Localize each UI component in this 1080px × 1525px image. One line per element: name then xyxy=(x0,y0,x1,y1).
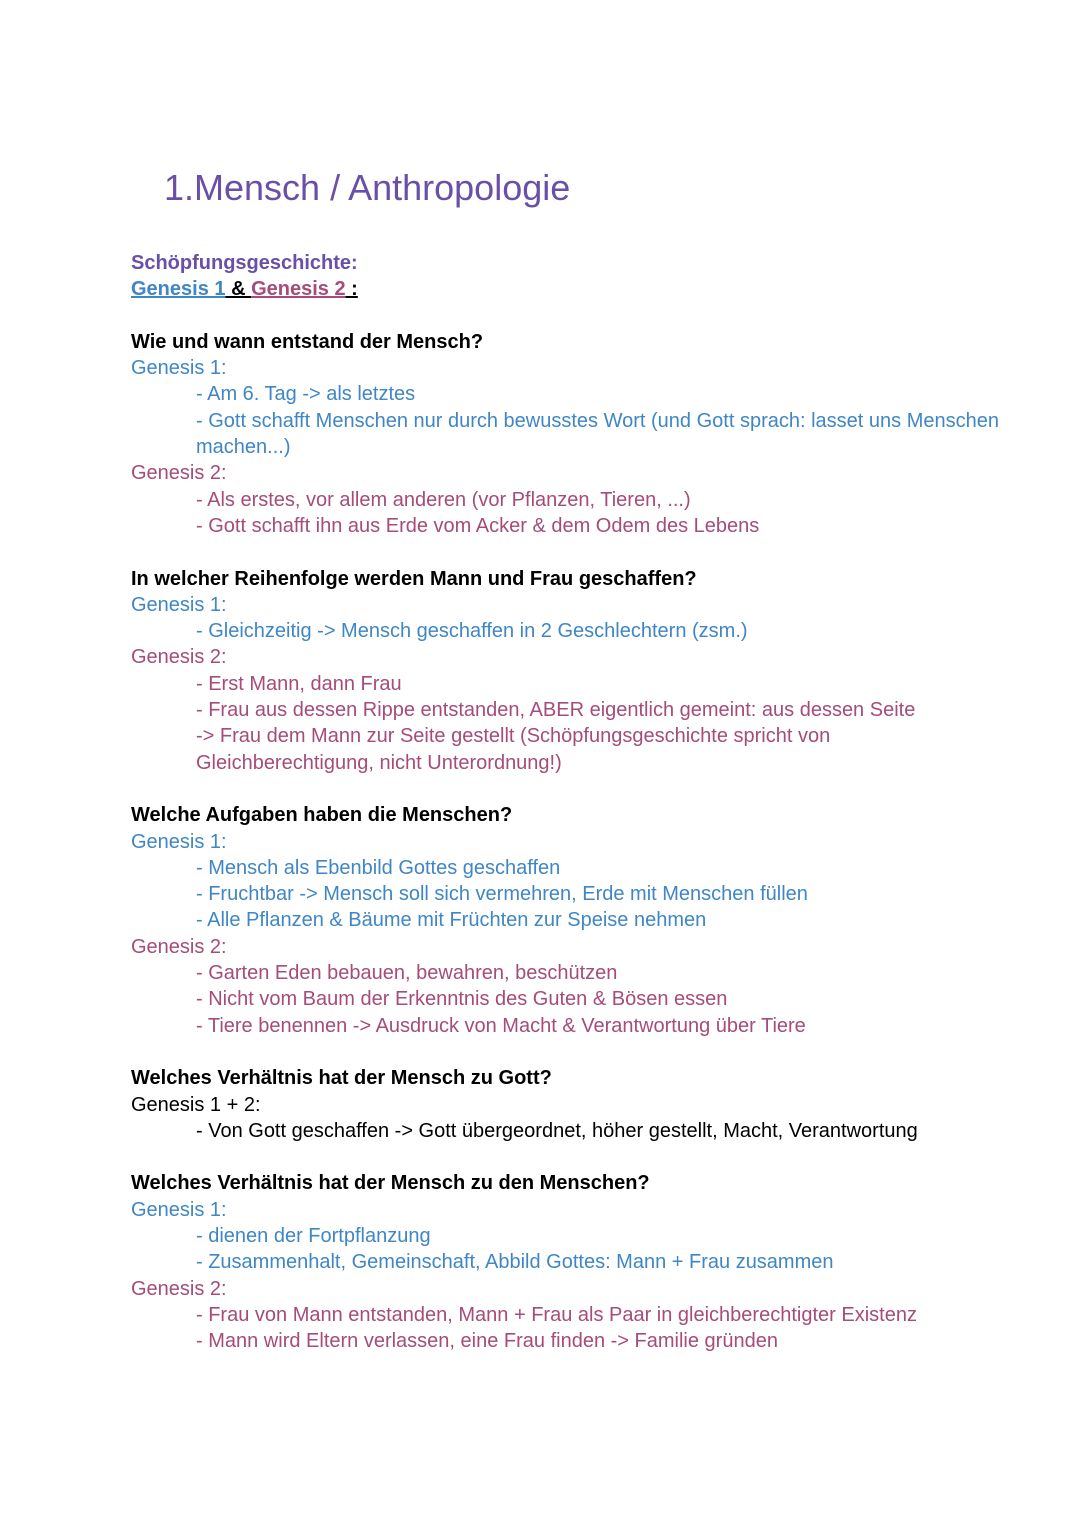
list-item: Gleichberechtigung, nicht Unterordnung!) xyxy=(196,751,562,774)
list-item: - Garten Eden bebauen, bewahren, beschützen xyxy=(196,962,618,985)
genesis-1-label: Genesis 1: xyxy=(131,830,227,853)
section-question: Welches Verhältnis hat der Mensch zu den Menschen? xyxy=(131,1172,650,1195)
genesis-1-2-label: Genesis 1 + 2: xyxy=(131,1093,261,1116)
genesis-1-label: Genesis 1: xyxy=(131,357,227,380)
list-item: - Am 6. Tag -> als letztes xyxy=(196,383,416,406)
section-question: In welcher Reihenfolge werden Mann und Frau geschaffen? xyxy=(131,567,697,590)
section-question: Wie und wann entstand der Mensch? xyxy=(131,330,484,353)
genesis-2-label: Genesis 2: xyxy=(131,935,227,958)
genesis-1-label: Genesis 1: xyxy=(131,593,227,616)
list-item: - Fruchtbar -> Mensch soll sich vermehren, Erde mit Menschen füllen xyxy=(196,883,808,906)
list-item: - Tiere benennen -> Ausdruck von Macht & Verantwortung über Tiere xyxy=(196,1014,806,1037)
genesis-2-label: Genesis 2: xyxy=(131,1277,227,1300)
list-item: - Gott schafft Menschen nur durch bewusstes Wort (und Gott sprach: lasset uns Menschen machen...) xyxy=(196,409,999,459)
document-body xyxy=(131,250,1011,1354)
list-item: - Zusammenhalt, Gemeinschaft, Abbild Gottes: Mann + Frau zusammen xyxy=(196,1251,834,1274)
genesis-2-label: Genesis 2: xyxy=(131,646,227,669)
ampersand: & xyxy=(225,278,252,301)
genesis-2-label: Genesis 2: xyxy=(131,462,227,485)
list-item: - Nicht vom Baum der Erkenntnis des Guten & Bösen essen xyxy=(196,988,728,1011)
list-item: - Als erstes, vor allem anderen (vor Pflanzen, Tieren, ...) xyxy=(196,488,691,511)
genesis-1-label: Genesis 1: xyxy=(131,1198,227,1221)
list-item: - Frau von Mann entstanden, Mann + Frau als Paar in gleichberechtigter Existenz xyxy=(196,1303,917,1326)
list-item: - Mann wird Eltern verlassen, eine Frau finden -> Familie gründen xyxy=(196,1330,778,1353)
list-item: - Gott schafft ihn aus Erde vom Acker & dem Odem des Lebens xyxy=(196,514,760,537)
page-title: 1.Mensch / Anthropologie xyxy=(164,167,571,208)
list-item: - dienen der Fortpflanzung xyxy=(196,1224,431,1247)
intro-heading: Schöpfungsgeschichte: xyxy=(131,252,358,274)
list-item: - Alle Pflanzen & Bäume mit Früchten zur Speise nehmen xyxy=(196,909,707,932)
section-question: Welches Verhältnis hat der Mensch zu Gott? xyxy=(131,1067,552,1090)
list-item: - Frau aus dessen Rippe entstanden, ABER eigentlich gemeint: aus dessen Seite xyxy=(196,699,916,722)
genesis-2-link[interactable]: Genesis 2 xyxy=(251,278,346,301)
list-item: -> Frau dem Mann zur Seite gestellt (Schöpfungsgeschichte spricht von xyxy=(196,725,831,748)
section-question: Welche Aufgaben haben die Menschen? xyxy=(131,804,513,827)
genesis-1-link[interactable]: Genesis 1 xyxy=(131,278,226,301)
list-item: - Gleichzeitig -> Mensch geschaffen in 2 Geschlechtern (zsm.) xyxy=(196,620,748,643)
list-item: - Erst Mann, dann Frau xyxy=(196,672,402,695)
colon: : xyxy=(345,278,358,301)
list-item: - Mensch als Ebenbild Gottes geschaffen xyxy=(196,856,561,879)
list-item: - Von Gott geschaffen -> Gott übergeordnet, höher gestellt, Macht, Verantwortung xyxy=(196,1119,918,1142)
intro-links xyxy=(131,276,1011,302)
